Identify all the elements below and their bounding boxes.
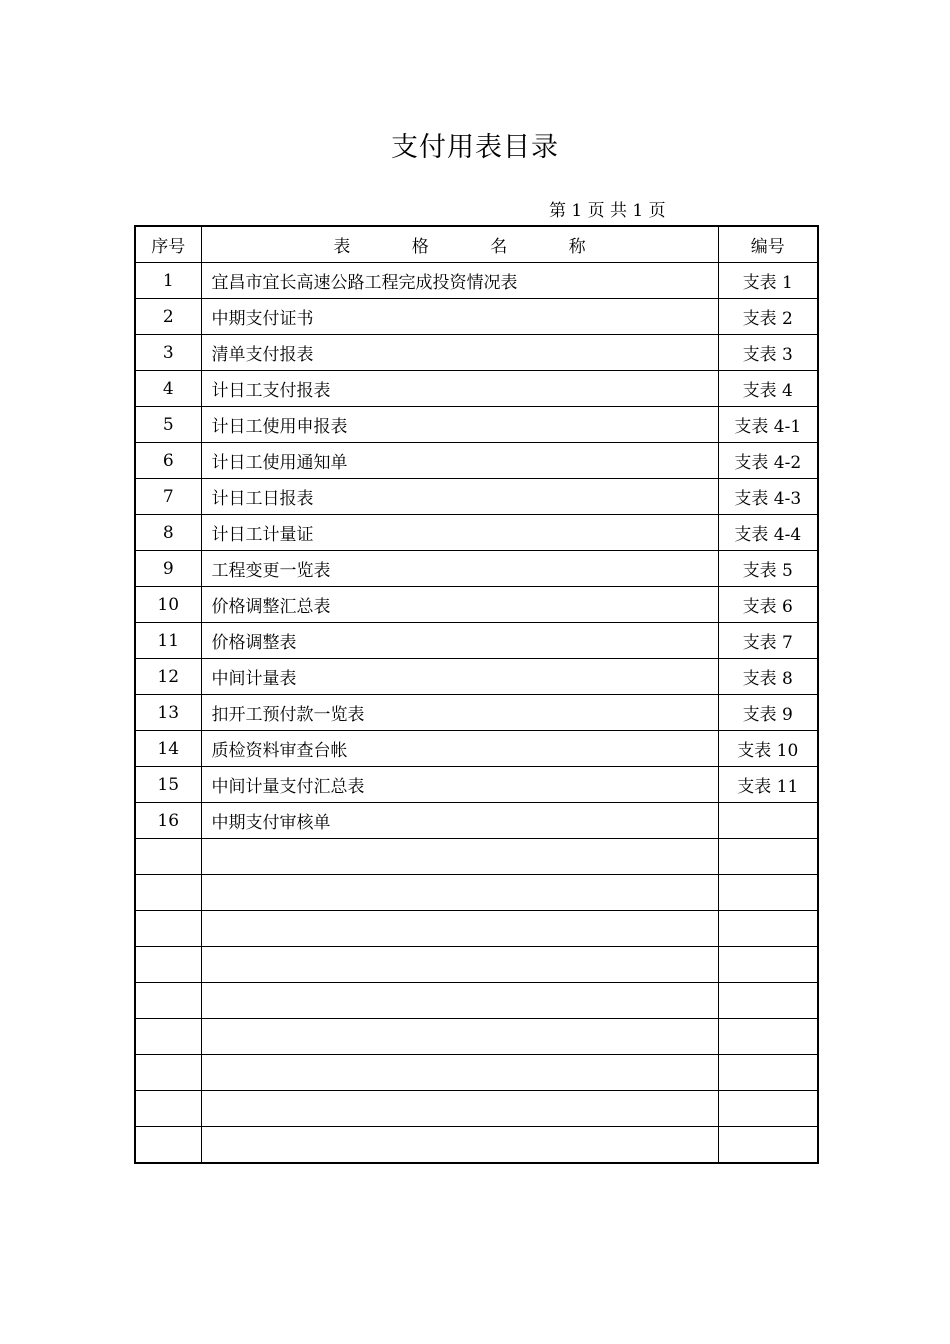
table-body	[135, 263, 818, 1164]
row-serial-number: 13	[135, 695, 201, 731]
row-serial-number: 3	[135, 335, 201, 371]
page-number-info: 第 1 页 共 1 页	[549, 201, 666, 221]
row-serial-number	[135, 983, 201, 1019]
table-row	[135, 515, 818, 551]
table-row	[135, 407, 818, 443]
row-form-name: 计日工支付报表	[201, 371, 718, 407]
table-row	[135, 911, 818, 947]
row-form-code: 支表 2	[718, 299, 818, 335]
table-row	[135, 695, 818, 731]
row-form-name: 计日工计量证	[201, 515, 718, 551]
row-form-code	[718, 1091, 818, 1127]
row-serial-number: 5	[135, 407, 201, 443]
row-form-name: 清单支付报表	[201, 335, 718, 371]
header-form-code: 编号	[718, 226, 818, 263]
row-form-name: 计日工使用通知单	[201, 443, 718, 479]
table-row	[135, 947, 818, 983]
table-row	[135, 263, 818, 299]
row-serial-number: 9	[135, 551, 201, 587]
row-serial-number	[135, 1127, 201, 1164]
row-serial-number	[135, 1091, 201, 1127]
row-form-code	[718, 983, 818, 1019]
row-form-code: 支表 4-1	[718, 407, 818, 443]
table-row	[135, 1127, 818, 1164]
table-row	[135, 335, 818, 371]
catalog-table	[134, 225, 819, 1164]
row-form-code: 支表 11	[718, 767, 818, 803]
row-serial-number	[135, 839, 201, 875]
row-form-code	[718, 839, 818, 875]
row-form-code: 支表 4	[718, 371, 818, 407]
row-serial-number: 4	[135, 371, 201, 407]
table-row	[135, 443, 818, 479]
row-form-name: 扣开工预付款一览表	[201, 695, 718, 731]
row-form-name	[201, 1019, 718, 1055]
table-row	[135, 299, 818, 335]
table-row	[135, 371, 818, 407]
row-form-code: 支表 10	[718, 731, 818, 767]
row-form-name: 中期支付审核单	[201, 803, 718, 839]
table-row	[135, 1019, 818, 1055]
row-serial-number: 6	[135, 443, 201, 479]
row-form-name: 计日工使用申报表	[201, 407, 718, 443]
header-form-name: 表 格 名 称	[201, 226, 718, 263]
row-form-code: 支表 8	[718, 659, 818, 695]
row-form-name: 中间计量支付汇总表	[201, 767, 718, 803]
row-form-code	[718, 1019, 818, 1055]
row-form-code: 支表 5	[718, 551, 818, 587]
row-form-name: 中期支付证书	[201, 299, 718, 335]
row-form-name	[201, 1055, 718, 1091]
row-form-name: 计日工日报表	[201, 479, 718, 515]
row-form-name: 中间计量表	[201, 659, 718, 695]
table-row	[135, 1055, 818, 1091]
row-serial-number: 16	[135, 803, 201, 839]
row-form-name	[201, 1091, 718, 1127]
row-form-code: 支表 4-2	[718, 443, 818, 479]
row-form-code: 支表 1	[718, 263, 818, 299]
table-row	[135, 1091, 818, 1127]
row-form-name: 质检资料审查台帐	[201, 731, 718, 767]
row-serial-number: 12	[135, 659, 201, 695]
row-form-code	[718, 1127, 818, 1164]
row-serial-number: 8	[135, 515, 201, 551]
row-serial-number	[135, 875, 201, 911]
row-form-name	[201, 1127, 718, 1164]
row-form-code: 支表 4-4	[718, 515, 818, 551]
row-serial-number: 14	[135, 731, 201, 767]
row-form-name	[201, 839, 718, 875]
row-form-name: 工程变更一览表	[201, 551, 718, 587]
row-form-name	[201, 947, 718, 983]
row-serial-number: 10	[135, 587, 201, 623]
row-form-code	[718, 911, 818, 947]
row-form-name: 价格调整汇总表	[201, 587, 718, 623]
row-serial-number: 7	[135, 479, 201, 515]
table-row	[135, 767, 818, 803]
row-serial-number: 2	[135, 299, 201, 335]
table-row	[135, 659, 818, 695]
table-header-row	[135, 226, 818, 263]
row-form-name	[201, 875, 718, 911]
row-serial-number: 1	[135, 263, 201, 299]
row-form-name	[201, 911, 718, 947]
row-form-name: 价格调整表	[201, 623, 718, 659]
table-row	[135, 983, 818, 1019]
row-form-code	[718, 875, 818, 911]
table-row	[135, 803, 818, 839]
row-serial-number: 11	[135, 623, 201, 659]
table-row	[135, 623, 818, 659]
row-form-code	[718, 803, 818, 839]
table-row	[135, 587, 818, 623]
page-title: 支付用表目录	[391, 132, 559, 163]
header-serial-number: 序号	[135, 226, 201, 263]
row-serial-number	[135, 1055, 201, 1091]
row-serial-number	[135, 911, 201, 947]
row-form-code: 支表 7	[718, 623, 818, 659]
row-form-code: 支表 6	[718, 587, 818, 623]
table-row	[135, 875, 818, 911]
row-form-name: 宜昌市宜长高速公路工程完成投资情况表	[201, 263, 718, 299]
row-form-code: 支表 9	[718, 695, 818, 731]
table-row	[135, 551, 818, 587]
row-serial-number: 15	[135, 767, 201, 803]
table-row	[135, 839, 818, 875]
row-form-name	[201, 983, 718, 1019]
table-row	[135, 731, 818, 767]
row-form-code	[718, 947, 818, 983]
table-row	[135, 479, 818, 515]
row-serial-number	[135, 947, 201, 983]
row-serial-number	[135, 1019, 201, 1055]
row-form-code: 支表 4-3	[718, 479, 818, 515]
row-form-code	[718, 1055, 818, 1091]
row-form-code: 支表 3	[718, 335, 818, 371]
